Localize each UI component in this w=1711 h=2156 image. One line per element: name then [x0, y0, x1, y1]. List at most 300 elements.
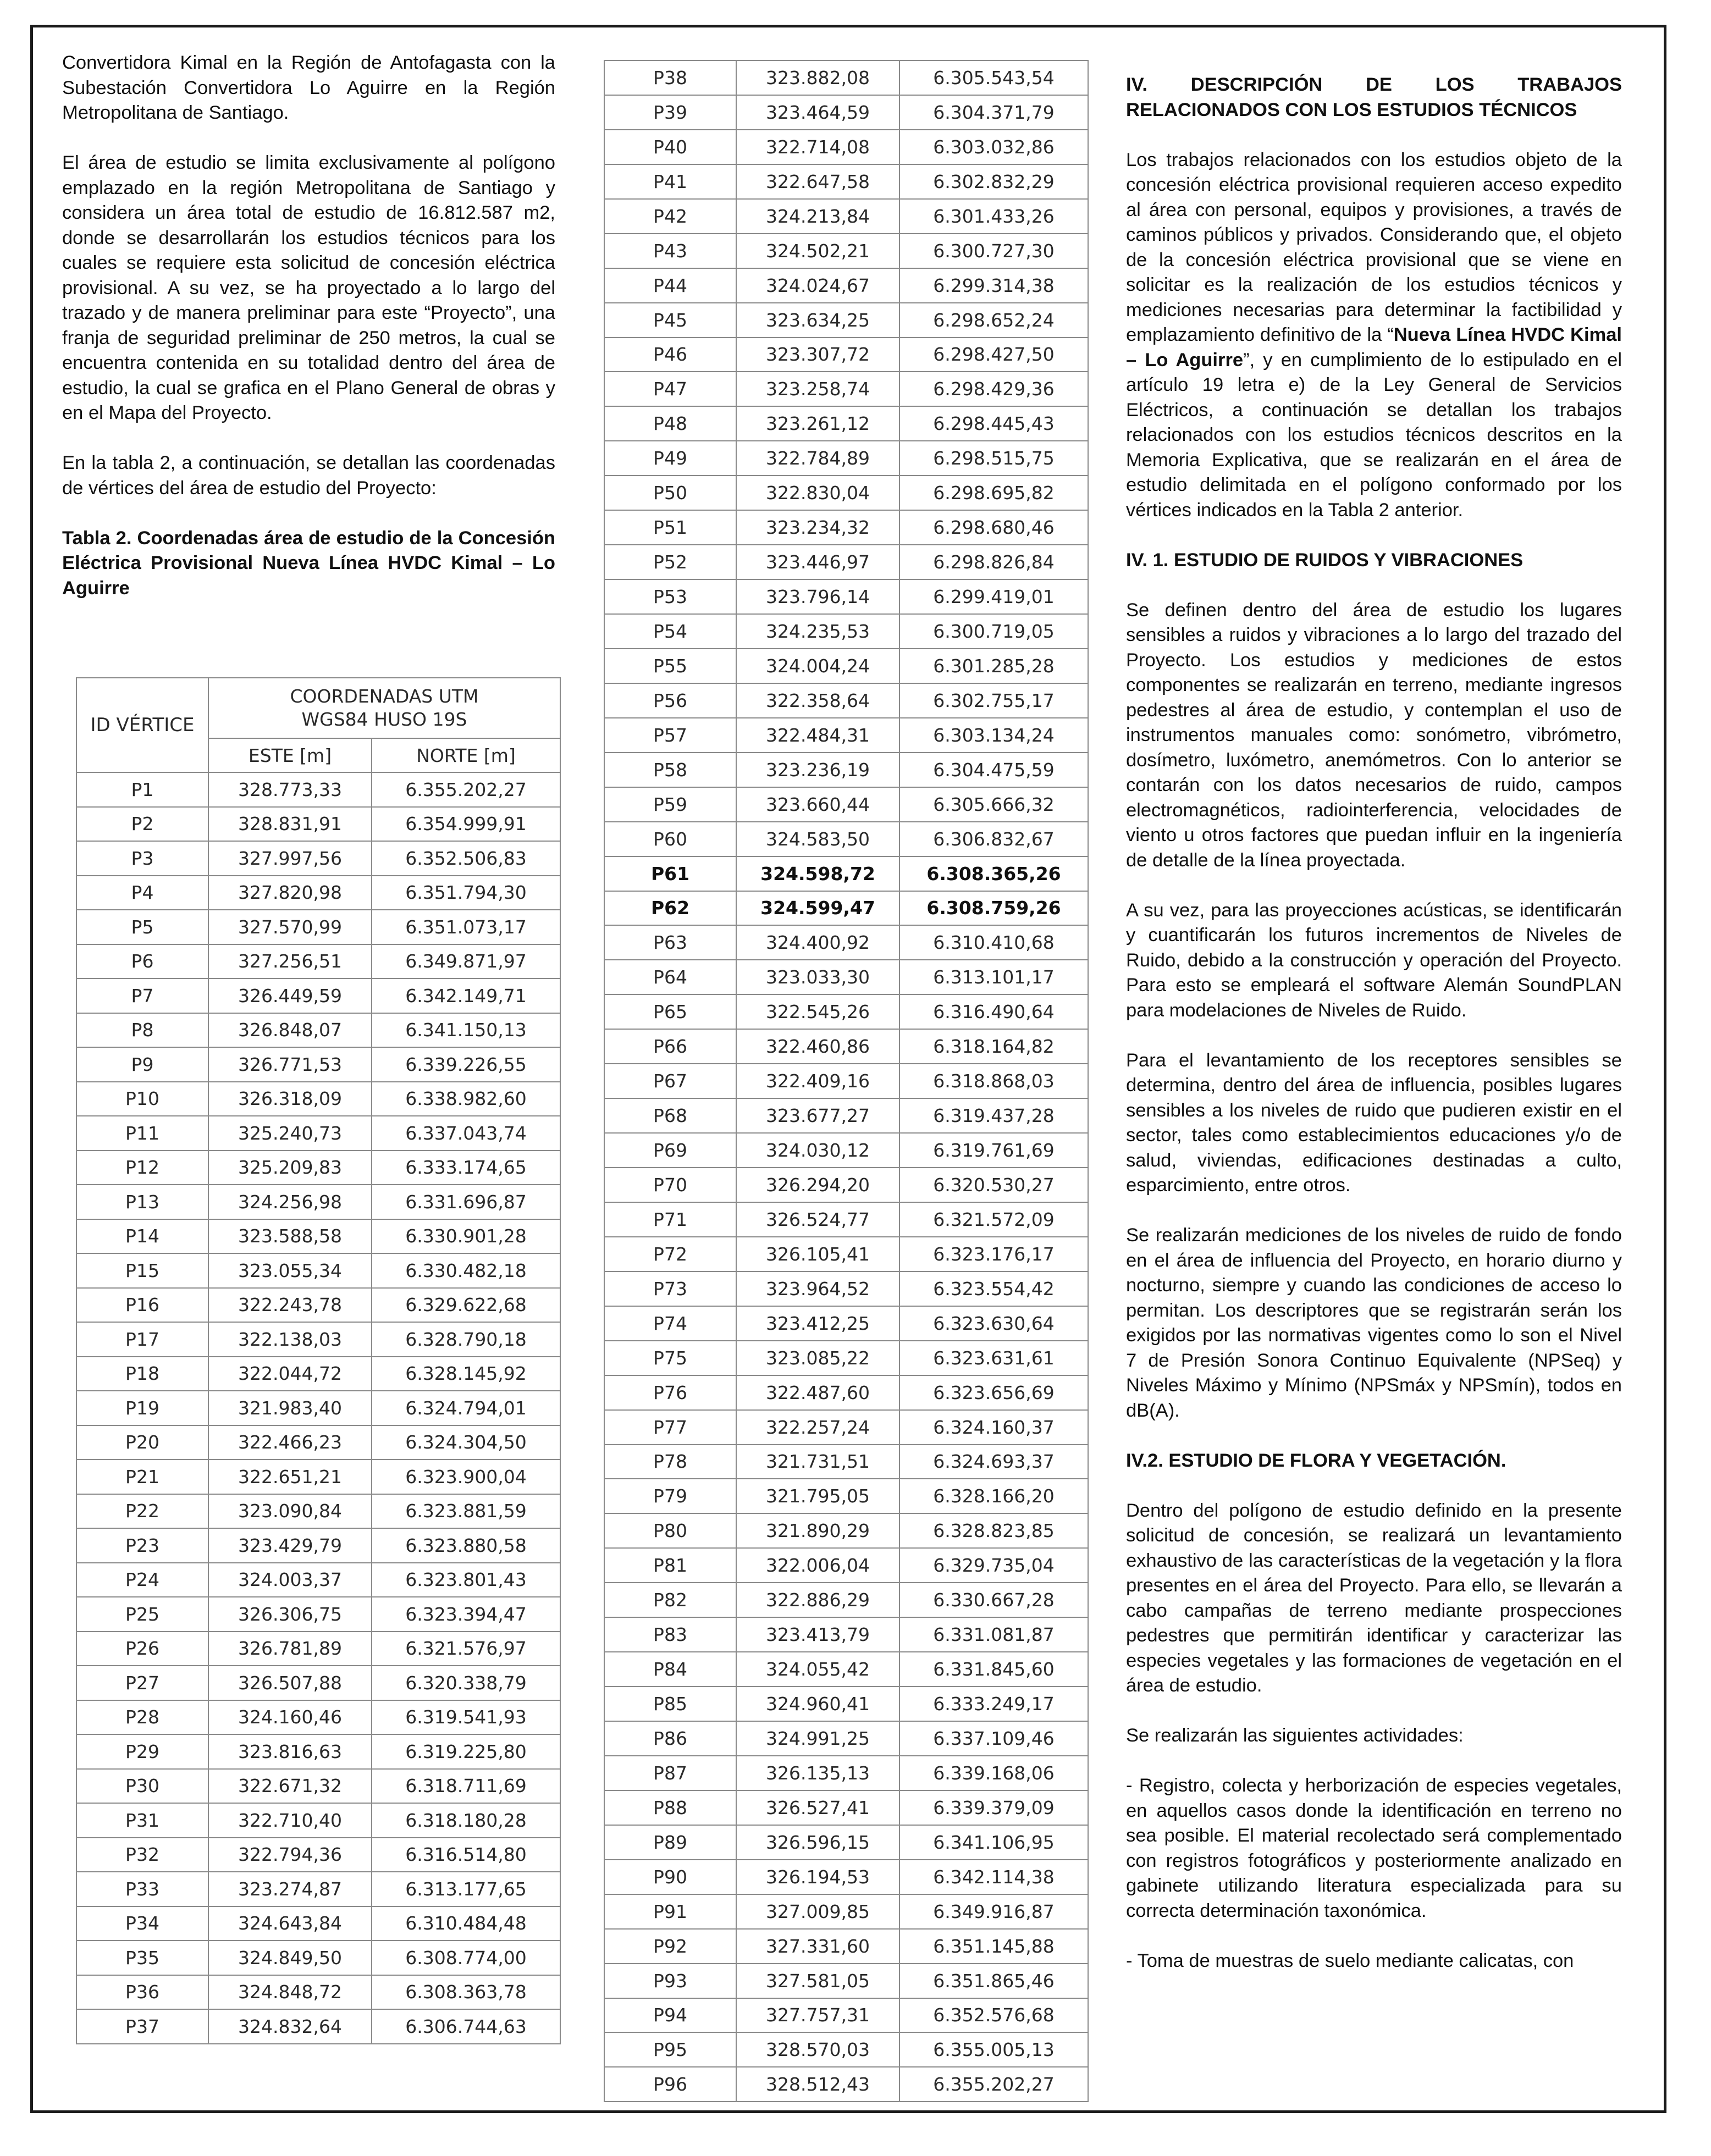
- table-row: [76, 1288, 560, 1323]
- vertex-id-cell: P66: [604, 1029, 736, 1064]
- vertex-id-cell: P5: [76, 910, 208, 944]
- este-cell: 323.085,22: [736, 1341, 899, 1375]
- norte-cell: 6.337.109,46: [899, 1721, 1088, 1756]
- table-row: [76, 1872, 560, 1906]
- norte-cell: 6.299.419,01: [899, 579, 1088, 614]
- este-cell: 323.234,32: [736, 510, 899, 545]
- vertex-id-cell: P33: [76, 1872, 208, 1906]
- table-row: [76, 1047, 560, 1082]
- norte-cell: 6.306.832,67: [899, 822, 1088, 856]
- vertex-id-cell: P75: [604, 1341, 736, 1375]
- vertex-id-cell: P30: [76, 1769, 208, 1804]
- norte-cell: 6.331.696,87: [372, 1185, 560, 1219]
- table-row: [604, 1029, 1088, 1064]
- works-paragraph: Los trabajos relacionados con los estudios objeto de la concesión eléctrica provisional requieren acceso expedito al área con personal, equipos y provisiones, a través de caminos públicos y privados. Considerando que, el objeto de la concesión eléctrica provisional que se viene en solicitar es la realización de los estudios técnicos y mediciones necesarias para determinar la factibilidad y emplazamiento definitivo de la “Nueva Línea HVDC Kimal – Lo Aguirre”, y en cumplimiento de lo estipulado en el artículo 19 letra e) de la Ley General de Servicios Eléctricos, a continuación se detallan los trabajos relacionados con los estudios técnicos descritos en la Memoria Explicativa, que se realizarán en el área de estudio delimitada en el polígono conformado por los vértices indicados en la Tabla 2 anterior.: [1126, 149, 1622, 521]
- vertex-id-cell: P51: [604, 510, 736, 545]
- section-heading-iv: IV. DESCRIPCIÓN DE LOS TRABAJOS RELACIONADOS CON LOS ESTUDIOS TÉCNICOS: [1126, 74, 1622, 120]
- table-row: [76, 1460, 560, 1494]
- project-name: Nueva Línea HVDC Kimal – Lo Aguirre: [1126, 324, 1622, 371]
- table-row: [604, 2032, 1088, 2067]
- este-cell: 322.243,78: [208, 1288, 372, 1323]
- table-row: [76, 1906, 560, 1941]
- table-row: [604, 753, 1088, 787]
- norte-cell: 6.323.631,61: [899, 1341, 1088, 1375]
- norte-cell: 6.339.379,09: [899, 1790, 1088, 1825]
- este-cell: 323.274,87: [208, 1872, 372, 1906]
- norte-cell: 6.329.622,68: [372, 1288, 560, 1323]
- table-row: [76, 772, 560, 807]
- section-heading-iv-2: IV.2. ESTUDIO DE FLORA Y VEGETACIÓN.: [1126, 1450, 1506, 1471]
- vertex-id-cell: P49: [604, 441, 736, 476]
- este-cell: 322.784,89: [736, 441, 899, 476]
- vertex-id-cell: P78: [604, 1445, 736, 1479]
- table-row: [604, 1860, 1088, 1894]
- vertex-id-cell: P69: [604, 1133, 736, 1168]
- norte-cell: 6.320.530,27: [899, 1168, 1088, 1202]
- norte-cell: 6.321.572,09: [899, 1202, 1088, 1237]
- norte-cell: 6.300.727,30: [899, 234, 1088, 268]
- este-cell: 323.236,19: [736, 753, 899, 787]
- norte-cell: 6.355.202,27: [372, 772, 560, 807]
- vertex-id-cell: P3: [76, 841, 208, 876]
- vertex-id-cell: P42: [604, 199, 736, 234]
- table-row: [604, 1410, 1088, 1445]
- norte-cell: 6.302.755,17: [899, 683, 1088, 718]
- vertex-id-cell: P6: [76, 944, 208, 979]
- vertex-id-cell: P4: [76, 876, 208, 910]
- table-row: [604, 1341, 1088, 1375]
- norte-cell: 6.299.314,38: [899, 268, 1088, 303]
- vertex-id-cell: P74: [604, 1306, 736, 1341]
- norte-cell: 6.323.900,04: [372, 1460, 560, 1494]
- este-cell: 328.570,03: [736, 2032, 899, 2067]
- este-cell: 322.714,08: [736, 130, 899, 164]
- vertex-id-cell: P17: [76, 1322, 208, 1357]
- table-row: [604, 1964, 1088, 1998]
- vertex-id-cell: P96: [604, 2067, 736, 2102]
- table-body-part-1: [76, 772, 560, 2044]
- table-row: [76, 1666, 560, 1700]
- vertex-id-cell: P84: [604, 1652, 736, 1687]
- vertex-id-cell: P82: [604, 1583, 736, 1617]
- norte-cell: 6.324.693,37: [899, 1445, 1088, 1479]
- vertex-id-cell: P12: [76, 1151, 208, 1185]
- este-cell: 326.449,59: [208, 979, 372, 1013]
- vertex-id-cell: P89: [604, 1825, 736, 1860]
- table-row: [604, 1756, 1088, 1790]
- table-row: [76, 910, 560, 944]
- table-row: [604, 1548, 1088, 1583]
- table-row: [604, 1375, 1088, 1410]
- table-row: [604, 1513, 1088, 1548]
- table-row: [76, 1769, 560, 1804]
- este-cell: 322.487,60: [736, 1375, 899, 1410]
- este-cell: 326.194,53: [736, 1860, 899, 1894]
- este-cell: 327.009,85: [736, 1894, 899, 1929]
- table-row: [604, 579, 1088, 614]
- norte-cell: 6.333.249,17: [899, 1687, 1088, 1721]
- table-row: [76, 1734, 560, 1769]
- este-cell: 326.527,41: [736, 1790, 899, 1825]
- este-cell: 323.882,08: [736, 60, 899, 95]
- table-row: [604, 994, 1088, 1029]
- table-row: [604, 234, 1088, 268]
- este-cell: 326.507,88: [208, 1666, 372, 1700]
- table-row: [604, 303, 1088, 338]
- vertex-id-cell: P8: [76, 1013, 208, 1048]
- vertex-id-cell: P11: [76, 1116, 208, 1151]
- norte-cell: 6.342.114,38: [899, 1860, 1088, 1894]
- table-row: [604, 1790, 1088, 1825]
- este-cell: 324.643,84: [208, 1906, 372, 1941]
- table-row: [76, 1425, 560, 1460]
- table-row: [76, 1563, 560, 1597]
- table-row: [604, 164, 1088, 199]
- norte-cell: 6.323.176,17: [899, 1237, 1088, 1272]
- este-cell: 323.413,79: [736, 1617, 899, 1652]
- este-cell: 321.731,51: [736, 1445, 899, 1479]
- table-row: [604, 1929, 1088, 1964]
- norte-cell: 6.341.150,13: [372, 1013, 560, 1048]
- norte-cell: 6.298.445,43: [899, 406, 1088, 441]
- este-cell: 322.647,58: [736, 164, 899, 199]
- table-row: [604, 510, 1088, 545]
- vertex-id-cell: P14: [76, 1219, 208, 1254]
- vertex-id-cell: P81: [604, 1548, 736, 1583]
- norte-cell: 6.331.845,60: [899, 1652, 1088, 1687]
- este-cell: 324.849,50: [208, 1941, 372, 1975]
- este-cell: 327.256,51: [208, 944, 372, 979]
- table-row: [604, 1098, 1088, 1133]
- table-row: [76, 1632, 560, 1666]
- flora-activity-1: - Registro, colecta y herborización de especies vegetales, en aquellos casos donde la identificación en terreno no sea posible. El material recolectado será complementado con registros fotográficos y posteriormente analizado en gabinete utilizando literatura especializada para su correcta determinación taxonómica.: [1126, 1775, 1622, 1921]
- este-cell: 323.261,12: [736, 406, 899, 441]
- este-cell: 327.581,05: [736, 1964, 899, 1998]
- norte-cell: 6.330.482,18: [372, 1253, 560, 1288]
- vertex-id-cell: P45: [604, 303, 736, 338]
- norte-cell: 6.341.106,95: [899, 1825, 1088, 1860]
- norte-cell: 6.351.073,17: [372, 910, 560, 944]
- este-cell: 322.886,29: [736, 1583, 899, 1617]
- norte-cell: 6.310.410,68: [899, 925, 1088, 960]
- table-row: [76, 1494, 560, 1529]
- norte-cell: 6.319.541,93: [372, 1700, 560, 1735]
- norte-cell: 6.331.081,87: [899, 1617, 1088, 1652]
- table-row: [604, 1168, 1088, 1202]
- table-row: [604, 406, 1088, 441]
- norte-cell: 6.316.490,64: [899, 994, 1088, 1029]
- table-row: [604, 1894, 1088, 1929]
- este-cell: 322.257,24: [736, 1410, 899, 1445]
- norte-cell: 6.308.363,78: [372, 1975, 560, 2010]
- vertex-id-cell: P1: [76, 772, 208, 807]
- table-row: [76, 1116, 560, 1151]
- este-cell: 323.258,74: [736, 372, 899, 406]
- vertex-id-cell: P68: [604, 1098, 736, 1133]
- este-cell: 322.651,21: [208, 1460, 372, 1494]
- vertex-id-cell: P91: [604, 1894, 736, 1929]
- table-row: [604, 787, 1088, 822]
- intro-paragraph: Convertidora Kimal en la Región de Antofagasta con la Subestación Convertidora Lo Aguirre en la Región Metropolitana de Santiago.: [62, 52, 555, 123]
- norte-cell: 6.319.437,28: [899, 1098, 1088, 1133]
- vertex-id-cell: P26: [76, 1632, 208, 1666]
- table-row: [604, 1445, 1088, 1479]
- table-row: [76, 944, 560, 979]
- header-id-vertice: ID VÉRTICE: [76, 678, 208, 772]
- table-row: [604, 1583, 1088, 1617]
- este-cell: 324.160,46: [208, 1700, 372, 1735]
- vertex-id-cell: P34: [76, 1906, 208, 1941]
- norte-cell: 6.351.145,88: [899, 1929, 1088, 1964]
- norte-cell: 6.339.168,06: [899, 1756, 1088, 1790]
- norte-cell: 6.323.801,43: [372, 1563, 560, 1597]
- table-row: [76, 841, 560, 876]
- vertex-id-cell: P36: [76, 1975, 208, 2010]
- table-row: [604, 822, 1088, 856]
- este-cell: 326.848,07: [208, 1013, 372, 1048]
- table-row: [604, 856, 1088, 891]
- vertex-id-cell: P95: [604, 2032, 736, 2067]
- table-row: [76, 2009, 560, 2044]
- norte-cell: 6.337.043,74: [372, 1116, 560, 1151]
- table-row: [604, 614, 1088, 649]
- table-row: [604, 1825, 1088, 1860]
- vertex-id-cell: P55: [604, 649, 736, 683]
- flora-paragraph-2: Se realizarán las siguientes actividades:: [1126, 1725, 1464, 1746]
- norte-cell: 6.308.365,26: [899, 856, 1088, 891]
- vertex-id-cell: P47: [604, 372, 736, 406]
- norte-cell: 6.330.901,28: [372, 1219, 560, 1254]
- vertex-id-cell: P92: [604, 1929, 736, 1964]
- este-cell: 324.598,72: [736, 856, 899, 891]
- table-body-part-2: [604, 60, 1088, 2102]
- norte-cell: 6.319.225,80: [372, 1734, 560, 1769]
- este-cell: 326.771,53: [208, 1047, 372, 1082]
- norte-cell: 6.355.005,13: [899, 2032, 1088, 2067]
- vertex-id-cell: P43: [604, 234, 736, 268]
- vertex-id-cell: P87: [604, 1756, 736, 1790]
- table-row: [604, 545, 1088, 579]
- table-row: [604, 683, 1088, 718]
- table-row: [604, 372, 1088, 406]
- table-row: [604, 925, 1088, 960]
- norte-cell: 6.328.145,92: [372, 1357, 560, 1391]
- este-cell: 324.024,67: [736, 268, 899, 303]
- este-cell: 324.599,47: [736, 891, 899, 926]
- table-row: [604, 1479, 1088, 1513]
- table-row: [604, 960, 1088, 994]
- norte-cell: 6.328.823,85: [899, 1513, 1088, 1548]
- norte-cell: 6.329.735,04: [899, 1548, 1088, 1583]
- este-cell: 323.090,84: [208, 1494, 372, 1529]
- table-row: [76, 1185, 560, 1219]
- flora-activity-2: - Toma de muestras de suelo mediante calicatas, con: [1126, 1950, 1574, 1971]
- este-cell: 322.466,23: [208, 1425, 372, 1460]
- norte-cell: 6.324.794,01: [372, 1391, 560, 1425]
- vertex-id-cell: P65: [604, 994, 736, 1029]
- table-row: [76, 1975, 560, 2010]
- table-row: [604, 1202, 1088, 1237]
- table-row: [604, 199, 1088, 234]
- vertex-id-cell: P53: [604, 579, 736, 614]
- vertex-id-cell: P88: [604, 1790, 736, 1825]
- este-cell: 321.890,29: [736, 1513, 899, 1548]
- vertex-id-cell: P46: [604, 338, 736, 372]
- vertex-id-cell: P85: [604, 1687, 736, 1721]
- este-cell: 323.796,14: [736, 579, 899, 614]
- vertex-id-cell: P41: [604, 164, 736, 199]
- table-row: [604, 2067, 1088, 2102]
- table-row: [604, 649, 1088, 683]
- este-cell: 323.033,30: [736, 960, 899, 994]
- este-cell: 323.660,44: [736, 787, 899, 822]
- vertex-id-cell: P24: [76, 1563, 208, 1597]
- norte-cell: 6.308.774,00: [372, 1941, 560, 1975]
- este-cell: 327.757,31: [736, 1998, 899, 2033]
- norte-cell: 6.304.371,79: [899, 95, 1088, 130]
- vertex-id-cell: P80: [604, 1513, 736, 1548]
- este-cell: 323.816,63: [208, 1734, 372, 1769]
- header-norte: NORTE [m]: [372, 738, 560, 772]
- table-row: [604, 1652, 1088, 1687]
- vertex-id-cell: P21: [76, 1460, 208, 1494]
- table-row: [76, 1151, 560, 1185]
- norte-cell: 6.323.630,64: [899, 1306, 1088, 1341]
- noise-paragraph-3: Para el levantamiento de los receptores sensibles se determina, dentro del área de influencia, posibles lugares sensibles a los niveles de ruido que pudieren existir en el sector, tales como establecimientos educaciones y/o de salud, viviendas, edificaciones destinadas a culto, esparcimiento, entre otros.: [1126, 1049, 1622, 1196]
- este-cell: 326.781,89: [208, 1632, 372, 1666]
- table-caption: Tabla 2. Coordenadas área de estudio de la Concesión Eléctrica Provisional Nueva Línea HVDC Kimal – Lo Aguirre: [62, 527, 555, 599]
- este-cell: 323.429,79: [208, 1528, 372, 1563]
- norte-cell: 6.355.202,27: [899, 2067, 1088, 2102]
- vertex-id-cell: P7: [76, 979, 208, 1013]
- vertex-id-cell: P79: [604, 1479, 736, 1513]
- vertex-id-cell: P64: [604, 960, 736, 994]
- este-cell: 324.235,53: [736, 614, 899, 649]
- vertex-id-cell: P61: [604, 856, 736, 891]
- norte-cell: 6.339.226,55: [372, 1047, 560, 1082]
- vertex-id-cell: P35: [76, 1941, 208, 1975]
- norte-cell: 6.319.761,69: [899, 1133, 1088, 1168]
- table-row: [76, 807, 560, 842]
- study-area-paragraph: El área de estudio se limita exclusivamente al polígono emplazado en la región Metropolitana de Santiago y considera un área total de estudio de 16.812.587 m2, donde se desarrollarán los estudios técnicos para los cuales se requiere esta solicitud de concesión eléctrica provisional. A su vez, se ha proyectado a lo largo del trazado y de manera preliminar para este “Proyecto”, una franja de seguridad preliminar de 250 metros, la cual se encuentra contenida en su totalidad dentro del área de estudio, la cual se grafica en el Plano General de obras y en el Mapa del Proyecto.: [62, 152, 555, 423]
- table-row: [604, 338, 1088, 372]
- vertex-id-cell: P27: [76, 1666, 208, 1700]
- vertex-id-cell: P77: [604, 1410, 736, 1445]
- vertex-id-cell: P52: [604, 545, 736, 579]
- table-row: [76, 1082, 560, 1116]
- este-cell: 322.671,32: [208, 1769, 372, 1804]
- este-cell: 327.331,60: [736, 1929, 899, 1964]
- table-row: [76, 1803, 560, 1838]
- vertex-id-cell: P23: [76, 1528, 208, 1563]
- vertex-id-cell: P29: [76, 1734, 208, 1769]
- vertex-id-cell: P10: [76, 1082, 208, 1116]
- table-row: [76, 1219, 560, 1254]
- table-row: [76, 1013, 560, 1048]
- este-cell: 324.213,84: [736, 199, 899, 234]
- vertex-id-cell: P60: [604, 822, 736, 856]
- table-row: [604, 1998, 1088, 2033]
- este-cell: 325.240,73: [208, 1116, 372, 1151]
- table-row: [604, 268, 1088, 303]
- este-cell: 324.991,25: [736, 1721, 899, 1756]
- este-cell: 327.570,99: [208, 910, 372, 944]
- vertex-id-cell: P13: [76, 1185, 208, 1219]
- este-cell: 324.055,42: [736, 1652, 899, 1687]
- vertex-id-cell: P62: [604, 891, 736, 926]
- norte-cell: 6.323.881,59: [372, 1494, 560, 1529]
- vertex-id-cell: P63: [604, 925, 736, 960]
- este-cell: 323.634,25: [736, 303, 899, 338]
- norte-cell: 6.333.174,65: [372, 1151, 560, 1185]
- left-text-column: [62, 51, 555, 626]
- vertex-id-cell: P83: [604, 1617, 736, 1652]
- este-cell: 323.055,34: [208, 1253, 372, 1288]
- este-cell: 324.004,24: [736, 649, 899, 683]
- norte-cell: 6.328.166,20: [899, 1479, 1088, 1513]
- coordinates-table-part-1: [76, 677, 561, 2044]
- table-row: [604, 441, 1088, 476]
- norte-cell: 6.351.794,30: [372, 876, 560, 910]
- este-cell: 324.583,50: [736, 822, 899, 856]
- vertex-id-cell: P54: [604, 614, 736, 649]
- este-cell: 324.502,21: [736, 234, 899, 268]
- este-cell: 324.960,41: [736, 1687, 899, 1721]
- table-row: [604, 1133, 1088, 1168]
- vertex-id-cell: P59: [604, 787, 736, 822]
- este-cell: 323.588,58: [208, 1219, 372, 1254]
- table-row: [604, 130, 1088, 164]
- este-cell: 328.773,33: [208, 772, 372, 807]
- norte-cell: 6.306.744,63: [372, 2009, 560, 2044]
- este-cell: 326.596,15: [736, 1825, 899, 1860]
- este-cell: 322.138,03: [208, 1322, 372, 1357]
- table-row: [604, 1306, 1088, 1341]
- vertex-id-cell: P15: [76, 1253, 208, 1288]
- norte-cell: 6.320.338,79: [372, 1666, 560, 1700]
- norte-cell: 6.298.695,82: [899, 476, 1088, 510]
- table-row: [76, 1322, 560, 1357]
- norte-cell: 6.298.826,84: [899, 545, 1088, 579]
- norte-cell: 6.298.427,50: [899, 338, 1088, 372]
- vertex-id-cell: P22: [76, 1494, 208, 1529]
- vertex-id-cell: P57: [604, 718, 736, 753]
- vertex-id-cell: P86: [604, 1721, 736, 1756]
- norte-cell: 6.313.101,17: [899, 960, 1088, 994]
- vertex-id-cell: P37: [76, 2009, 208, 2044]
- este-cell: 326.306,75: [208, 1597, 372, 1632]
- este-cell: 324.030,12: [736, 1133, 899, 1168]
- norte-cell: 6.321.576,97: [372, 1632, 560, 1666]
- este-cell: 324.256,98: [208, 1185, 372, 1219]
- este-cell: 324.400,92: [736, 925, 899, 960]
- vertex-id-cell: P19: [76, 1391, 208, 1425]
- vertex-id-cell: P93: [604, 1964, 736, 1998]
- este-cell: 323.307,72: [736, 338, 899, 372]
- norte-cell: 6.354.999,91: [372, 807, 560, 842]
- noise-paragraph-4: Se realizarán mediciones de los niveles de ruido de fondo en el área de influencia del Proyecto, en horario diurno y nocturno, siempre y cuando las condiciones de acceso lo permitan. Los descriptores que se registrarán serán los exigidos por las normativas vigentes como lo son el Nivel 7 de Presión Sonora Continuo Equivalente (NPSeq) y Niveles Máximo y Mínimo (NPSmáx y NPSmín), todos en dB(A).: [1126, 1225, 1622, 1421]
- table-row: [604, 60, 1088, 95]
- table-row: [76, 1941, 560, 1975]
- norte-cell: 6.324.304,50: [372, 1425, 560, 1460]
- este-cell: 323.964,52: [736, 1272, 899, 1306]
- section-heading-iv-1: IV. 1. ESTUDIO DE RUIDOS Y VIBRACIONES: [1126, 549, 1524, 571]
- norte-cell: 6.318.868,03: [899, 1064, 1088, 1098]
- norte-cell: 6.301.433,26: [899, 199, 1088, 234]
- table-row: [604, 1687, 1088, 1721]
- norte-cell: 6.351.865,46: [899, 1964, 1088, 1998]
- este-cell: 321.795,05: [736, 1479, 899, 1513]
